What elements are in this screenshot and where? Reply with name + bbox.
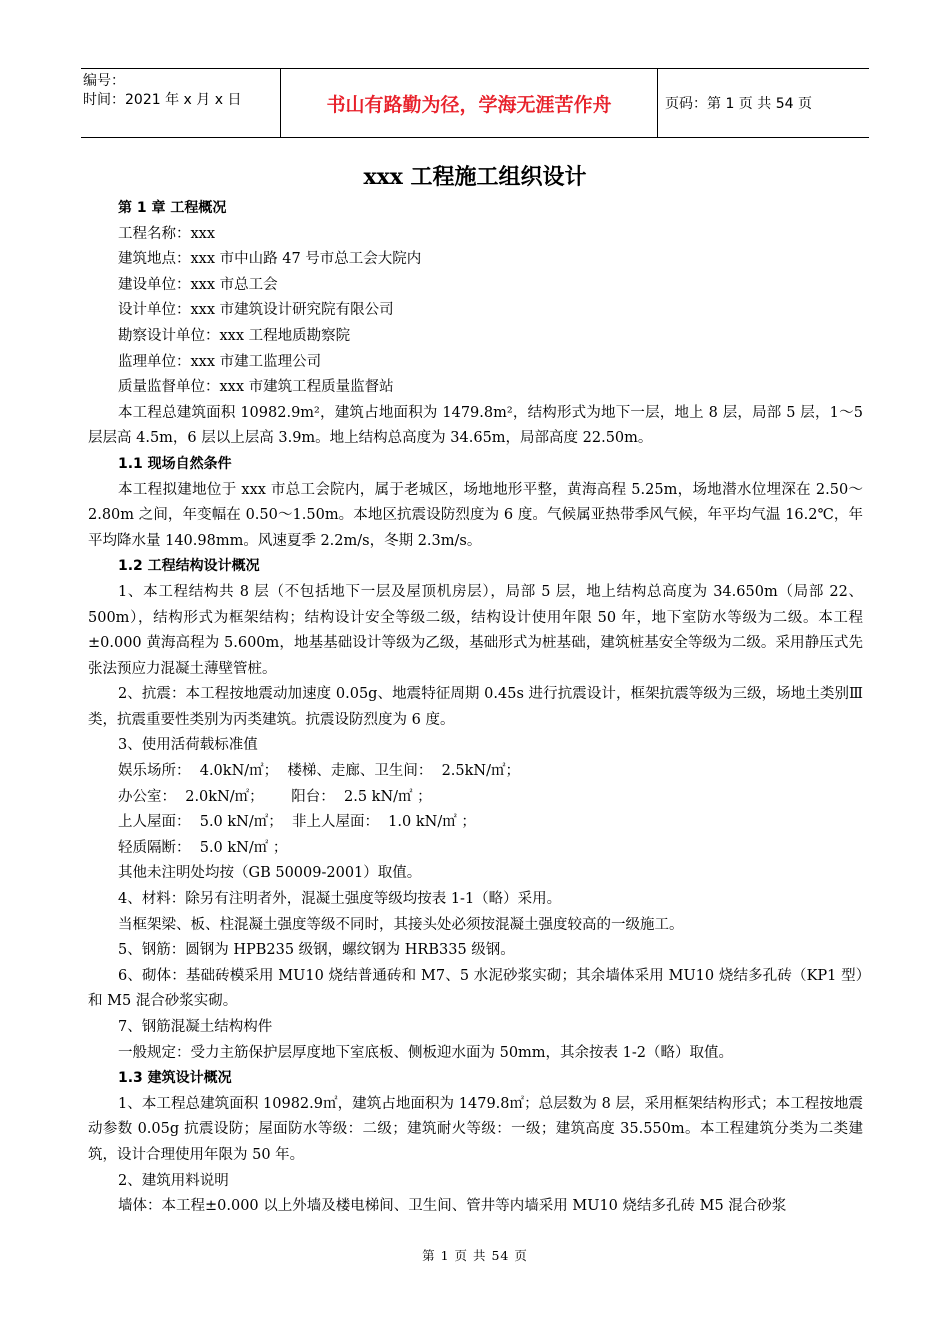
- section-heading-1-3: 1.3 建筑设计概况: [118, 1070, 232, 1087]
- load-line-2: 办公室： 2.0kN/㎡； 阳台： 2.5 kN/㎡ ；: [118, 788, 432, 805]
- chapter-heading: 第 1 章 工程概况: [118, 200, 227, 216]
- design-unit: 设计单位：xxx 市建筑设计研究院有限公司: [118, 302, 394, 319]
- structure-paragraph-1: 1、本工程结构共 8 层（不包括地下一层及屋顶机房层），局部 5 层，地上结构总高度为 34.650m（局部 22、500m），结构形式为框架结构；结构设计安全等级二级，结构设计使用年限 50 年，地下室防水等级为二级。本工程±0.000 黄海高程为 5.600m，地基基础设计等级为乙级，基础形式为桩基础，建筑桩基安全等级为二级。采用静压式先张法预应力混凝土薄壁管桩。: [88, 583, 863, 677]
- steel-paragraph: 5、钢筋：圆钢为 HPB235 级钢，螺纹钢为 HRB335 级钢。: [118, 942, 515, 959]
- material-note: 当框架梁、板、柱混凝土强度等级不同时，其接头处必须按混凝土强度较高的一级施工。: [118, 916, 684, 933]
- project-owner: 建设单位：xxx 市总工会: [118, 276, 278, 293]
- document-body: [88, 196, 863, 1220]
- section-heading-1-2: 1.2 工程结构设计概况: [118, 558, 260, 575]
- section-heading-1-1: 1.1 现场自然条件: [118, 455, 232, 472]
- document-number-label: 编号：: [83, 73, 125, 89]
- supervision-unit: 监理单位：xxx 市建工监理公司: [118, 353, 322, 370]
- load-line-1: 娱乐场所： 4.0kN/㎡； 楼梯、走廊、卫生间： 2.5kN/㎡；: [118, 763, 520, 780]
- project-site: 建筑地点：xxx 市中山路 47 号市总工会大院内: [118, 251, 422, 268]
- quality-unit: 质量监督单位：xxx 市建筑工程质量监督站: [118, 379, 394, 396]
- masonry-paragraph: 6、砌体：基础砖模采用 MU10 烧结普通砖和 M7、5 水泥砂浆实砌；其余墙体采用 MU10 烧结多孔砖（KP1 型）和 M5 混合砂浆实砌。: [88, 967, 863, 1010]
- header-left-cell: [81, 69, 281, 137]
- other-load-note: 其他未注明处均按（GB 50009-2001）取值。: [118, 865, 422, 882]
- live-load-heading: 3、使用活荷载标准值: [118, 737, 258, 754]
- project-name: 工程名称：xxx: [118, 225, 216, 242]
- material-paragraph: 4、材料：除另有注明者外，混凝土强度等级均按表 1-1（略）采用。: [118, 891, 562, 908]
- structure-paragraph-2: 2、抗震：本工程按地震动加速度 0.05g、地震特征周期 0.45s 进行抗震设计，框架抗震等级为三级，场地土类别Ⅲ类，抗震重要性类别为丙类建筑。抗震设防烈度为 6 度。: [88, 686, 863, 728]
- load-line-3: 上人屋面： 5.0 kN/㎡； 非上人屋面： 1.0 kN/㎡ ；: [118, 814, 476, 831]
- survey-unit: 勘察设计单位：xxx 工程地质勘察院: [118, 327, 351, 344]
- nature-paragraph: 本工程拟建地位于 xxx 市总工会院内，属于老城区，场地地形平整，黄海高程 5.25m，场地潜水位埋深在 2.50～2.80m 之间，年变幅在 0.50～1.50m。本地区抗震设防烈度为 6 度。气候属亚热带季风气候，年平均气温 16.2℃，年平均降水量 140.98mm。风速夏季 2.2m/s，冬期 2.3m/s。: [88, 481, 863, 549]
- architecture-paragraph-1: 1、本工程总建筑面积 10982.9㎡，建筑占地面积为 1479.8㎡；总层数为 8 层，采用框架结构形式；本工程按地震动参数 0.05g 抗震设防；屋面防水等级：二级；建筑耐火等级：一级；建筑高度 35.550m。本工程建筑分类为二类建筑，设计合理使用年限为 50 年。: [88, 1095, 863, 1163]
- architecture-paragraph-2: 2、建筑用料说明: [118, 1172, 229, 1189]
- document-title: xxx 工程施工组织设计: [363, 164, 587, 190]
- date-line: 时间：2021 年 x 月 x 日: [83, 92, 242, 108]
- load-line-4: 轻质隔断： 5.0 kN/㎡ ；: [118, 839, 288, 856]
- header-motto: 书山有路勤为径，学海无涯苦作舟: [281, 69, 658, 137]
- area-paragraph: 本工程总建筑面积 10982.9m²，建筑占地面积为 1479.8m²，结构形式为地下一层，地上 8 层，局部 5 层，1～5 层层高 4.5m，6 层以上层高 3.9m。地上结构总高度为 34.65m，局部高度 22.50m。: [88, 404, 863, 447]
- wall-paragraph: 墙体：本工程±0.000 以上外墙及楼电梯间、卫生间、管井等内墙采用 MU10 烧结多孔砖 M5 混合砂浆: [118, 1198, 787, 1215]
- rc-heading: 7、钢筋混凝土结构构件: [118, 1019, 273, 1035]
- header-page-info: 页码：第 1 页 共 54 页: [665, 96, 812, 112]
- page-footer: 第 1 页 共 54 页: [422, 1248, 528, 1263]
- rc-paragraph: 一般规定：受力主筋保护层厚度地下室底板、侧板迎水面为 50mm，其余按表 1-2（略）取值。: [118, 1044, 734, 1061]
- page-header: [81, 68, 869, 138]
